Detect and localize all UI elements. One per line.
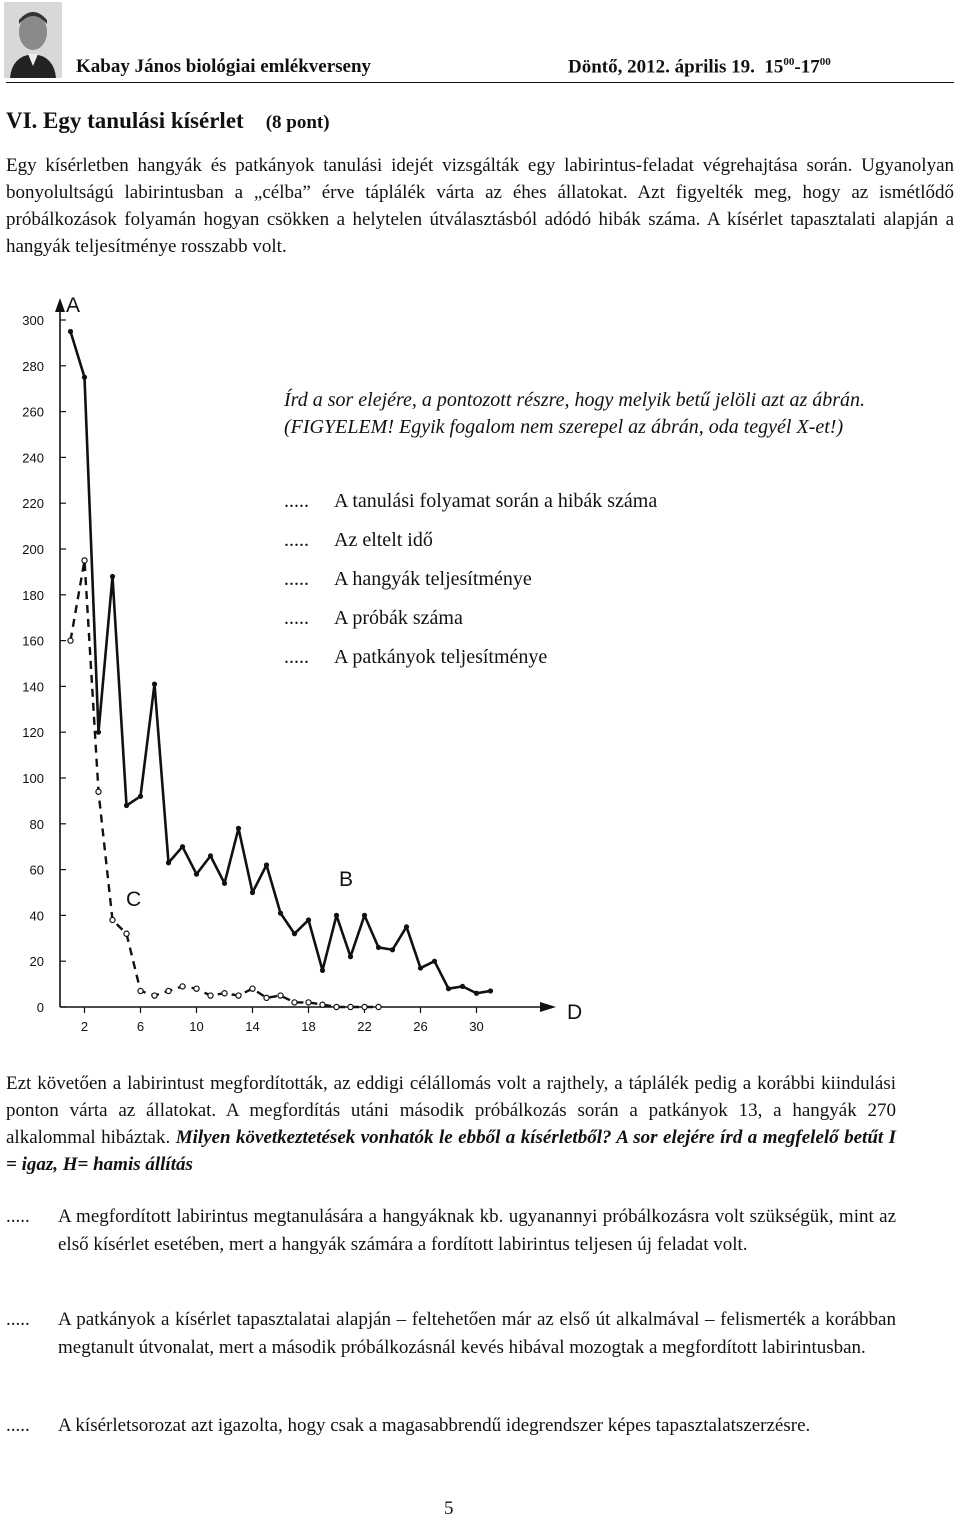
statement-item — [6, 1203, 896, 1259]
y-tick-label: 300 — [22, 313, 44, 328]
option-item[interactable] — [284, 521, 657, 560]
series-b-point — [418, 965, 423, 970]
option-text: Az eltelt idő — [334, 529, 433, 551]
series-label-c: C — [126, 888, 142, 911]
y-tick-label: 200 — [22, 542, 44, 557]
series-b-point — [404, 924, 409, 929]
series-c-point — [264, 995, 269, 1000]
option-text: A tanulási folyamat során a hibák száma — [334, 490, 658, 512]
series-b-point — [488, 988, 493, 993]
x-axis-arrow — [540, 1002, 556, 1012]
y-tick-label: 240 — [22, 450, 44, 466]
series-b-point — [152, 682, 157, 687]
series-b-point — [82, 375, 87, 380]
series-b-point — [138, 794, 143, 799]
statement-item — [6, 1412, 896, 1440]
series-c-point — [236, 993, 241, 998]
statement-blank[interactable]: ..... — [6, 1206, 30, 1227]
y-tick-label: 140 — [22, 679, 44, 695]
axis-label-d: D — [567, 1001, 583, 1024]
option-blank[interactable]: ..... — [284, 568, 309, 590]
y-tick-label: 20 — [29, 954, 44, 970]
axis-label-a: A — [66, 294, 81, 317]
section-points: (8 pont) — [265, 112, 330, 133]
time-start-min: 00 — [783, 56, 795, 68]
option-item[interactable] — [284, 560, 657, 599]
y-tick-label: 0 — [36, 1000, 44, 1015]
y-tick-label: 160 — [22, 633, 44, 649]
section-title-text: VI. Egy tanulási kísérlet — [6, 108, 244, 133]
y-tick-label: 60 — [29, 862, 44, 878]
x-tick-label: 2 — [80, 1019, 89, 1034]
series-c-point — [152, 993, 157, 998]
intro-paragraph — [6, 152, 954, 260]
time-separator: - — [794, 56, 801, 78]
page-header — [0, 0, 960, 82]
series-b-point — [194, 872, 199, 877]
option-blank[interactable]: ..... — [284, 529, 309, 551]
series-b-point — [446, 986, 451, 991]
series-b-point — [460, 984, 465, 989]
series-c-point — [250, 986, 255, 991]
x-tick-label: 30 — [469, 1019, 484, 1034]
series-c-point — [96, 789, 101, 794]
series-c-point — [194, 986, 199, 991]
y-axis-arrow — [55, 298, 65, 312]
series-b-point — [208, 853, 213, 858]
series-c-point — [306, 1000, 311, 1005]
follow-up-text: Ezt követően a labirintust megfordították, az eddigi célállomás volt a rajthely, a táplálék pedig a korábbi kiindulási ponton várta az állatokat. A megfordítás utáni második próbálkozás során a patkányok 13, a hangyák 270 alkalommal hibáztak. — [6, 1073, 896, 1148]
series-c-point — [208, 993, 213, 998]
series-b-point — [180, 844, 185, 849]
y-tick-label: 280 — [22, 358, 44, 374]
question-text: Milyen következtetések vonhatók le ebből a kísérletből? A sor elejére írd a megfelelő betűt I = igaz, H= hamis állítás — [6, 1127, 896, 1175]
y-tick-label: 100 — [22, 771, 44, 786]
instruction-text: Írd a sor elejére, a pontozott részre, hogy melyik betű jelöli azt az ábrán. (FIGYELEM! Egyik fogalom nem szerepel az ábrán, oda tegyél X-et!) — [284, 389, 866, 438]
series-c-point — [376, 1004, 381, 1009]
series-b-point — [474, 991, 479, 996]
series-c-point — [320, 1002, 325, 1007]
series-b-point — [362, 913, 367, 918]
series-b-point — [124, 803, 129, 808]
option-blank[interactable]: ..... — [284, 646, 309, 668]
statement-item — [6, 1306, 896, 1362]
series-c-point — [292, 1000, 297, 1005]
statement-text: A patkányok a kísérlet tapasztalatai alapján – feltehetően már az első út alkalmával – felismerték a korábban megtanult útvonalat, mert a második próbálkozásnál kevés hibával mozogtak a megfordított labirintusban. — [58, 1309, 896, 1358]
time-end-hour: 17 — [800, 56, 820, 78]
x-tick-label: 14 — [245, 1019, 260, 1034]
x-tick-label: 18 — [301, 1019, 316, 1034]
time-start-hour: 15 — [764, 56, 784, 78]
x-tick-label: 26 — [413, 1019, 428, 1034]
series-b-point — [250, 890, 255, 895]
series-b-point — [348, 954, 353, 959]
series-b-point — [96, 730, 101, 735]
series-b-point — [432, 959, 437, 964]
series-c-point — [68, 638, 73, 643]
y-tick-label: 220 — [22, 496, 44, 512]
series-label-b: B — [339, 868, 354, 891]
option-text: A próbák száma — [334, 607, 463, 629]
y-tick-label: 80 — [29, 816, 44, 832]
y-tick-label: 180 — [22, 587, 44, 603]
time-end-min: 00 — [819, 56, 831, 68]
series-c-point — [138, 988, 143, 993]
option-item[interactable] — [284, 638, 657, 677]
y-tick-label: 40 — [29, 908, 44, 924]
option-text: A hangyák teljesítménye — [334, 568, 532, 590]
series-b-point — [68, 329, 73, 334]
series-b-point — [264, 862, 269, 867]
series-c-point — [278, 993, 283, 998]
section-title — [6, 108, 330, 134]
series-b-point — [390, 947, 395, 952]
series-b-point — [222, 881, 227, 886]
series-c-point — [362, 1004, 367, 1009]
header-divider — [6, 82, 954, 83]
x-tick-label: 22 — [357, 1019, 372, 1034]
option-text: A patkányok teljesítménye — [334, 646, 548, 668]
series-b-point — [292, 931, 297, 936]
option-blank[interactable]: ..... — [284, 607, 309, 629]
competition-name: Kabay János biológiai emlékverseny — [76, 56, 372, 77]
intro-text: Egy kísérletben hangyák és patkányok tanulási idejét vizsgálták egy labirintus-feladat végrehajtása során. Ugyanolyan bonyolultságú labirintusban a „célba” érve táplálék várta az éhes állatokat. Azt figyelték meg, hogy az ismétlődő próbálkozások folyamán hogyan csökken a helytelen útválasztásból adódó hibák száma. A kísérlet tapasztalati alapján a hangyák teljesítménye rosszabb volt. — [6, 155, 954, 257]
series-c-point — [348, 1004, 353, 1009]
series-b-point — [334, 913, 339, 918]
statement-blank[interactable]: ..... — [6, 1415, 30, 1436]
series-b-point — [166, 860, 171, 865]
series-c-point — [82, 558, 87, 563]
series-b-point — [236, 826, 241, 831]
series-b-point — [110, 574, 115, 579]
options-list — [284, 482, 657, 677]
option-item[interactable] — [284, 599, 657, 638]
follow-up-paragraph — [6, 1070, 896, 1178]
event-date: Döntő, 2012. április 19. — [568, 56, 755, 78]
event-date-time — [568, 56, 831, 78]
statement-blank[interactable]: ..... — [6, 1309, 30, 1330]
series-b-point — [376, 945, 381, 950]
x-tick-label: 6 — [136, 1019, 145, 1034]
statement-text: A kísérletsorozat azt igazolta, hogy csak a magasabbrendű idegrendszer képes tapasztalatszerzésre. — [58, 1415, 811, 1436]
portrait-image — [4, 2, 62, 78]
series-c-point — [110, 917, 115, 922]
option-item[interactable] — [284, 482, 657, 521]
series-b-point — [306, 917, 311, 922]
y-tick-label: 120 — [22, 725, 44, 741]
page-number: 5 — [444, 1498, 454, 1519]
series-c-point — [334, 1004, 339, 1009]
option-blank[interactable]: ..... — [284, 490, 309, 512]
series-b-point — [278, 911, 283, 916]
y-tick-label: 260 — [22, 404, 44, 420]
series-b-point — [320, 968, 325, 973]
statement-text: A megfordított labirintus megtanulására a hangyáknak kb. ugyanannyi próbálkozásra volt szükségük, mint az első kísérlet esetében, mert a hangyák számára a fordított labirintus teljesen új feladat volt. — [58, 1206, 896, 1255]
x-tick-label: 10 — [189, 1019, 204, 1034]
series-c-point — [222, 991, 227, 996]
series-c-point — [180, 984, 185, 989]
series-c-point — [124, 931, 129, 936]
series-c-point — [166, 988, 171, 993]
